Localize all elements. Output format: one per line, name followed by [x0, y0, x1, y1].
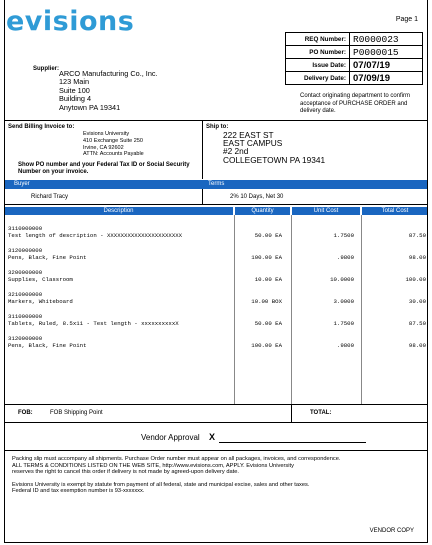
item-quantity: 10.00 BOX [251, 298, 282, 305]
terms-fine-print [12, 456, 424, 495]
divider [4, 422, 428, 423]
vendor-approval-label: Vendor Approval [141, 433, 200, 442]
item-total-cost: 87.50 [408, 320, 426, 327]
delivery-date-label: Delivery Date: [286, 72, 350, 84]
supplier-address [59, 70, 158, 112]
item-code: 3120000000 [8, 247, 43, 254]
supplier-line: ARCO Manufacturing Co., Inc. [59, 69, 158, 78]
unit-cost-column-header: Unit Cost [292, 207, 360, 215]
req-number-value: R0000023 [353, 33, 399, 45]
item-total-cost: 30.00 [408, 298, 426, 305]
item-unit-cost: 1.7500 [333, 232, 354, 239]
item-description: Test length of description - XXXXXXXXXXXXXXXXXXXXXX [8, 232, 183, 239]
divider [4, 450, 428, 451]
ship-line: 222 EAST ST [223, 130, 274, 140]
item-unit-cost: .9800 [336, 254, 354, 261]
page-number: Page 1 [395, 16, 418, 23]
divider [4, 404, 428, 405]
item-quantity: 50.00 EA [254, 232, 282, 239]
divider [202, 189, 203, 205]
item-unit-cost: .9800 [336, 342, 354, 349]
item-quantity: 100.00 EA [251, 254, 282, 261]
line-item [8, 291, 428, 306]
issue-date-label: Issue Date: [286, 59, 350, 71]
billing-label: Send Billing Invoice to: [8, 124, 75, 130]
item-quantity: 100.00 EA [251, 342, 282, 349]
ship-line: EAST CAMPUS [223, 138, 283, 149]
ship-to-address [223, 131, 325, 164]
fine-print-line: Federal ID and tax exemption number is 93-xxxxxxx. [12, 488, 145, 495]
delivery-date-row [286, 72, 422, 84]
fob-value: FOB Shipping Point [50, 410, 103, 416]
po-number-value: P0000015 [353, 46, 399, 58]
vendor-approval-mark: X [209, 432, 216, 442]
item-unit-cost: 1.7500 [333, 320, 354, 327]
request-info-box [285, 32, 423, 85]
item-code: 3200000000 [8, 269, 43, 276]
contact-note: Contact originating department to confirm acceptance of PURCHASE ORDER and delivery date. [300, 93, 411, 114]
req-number-label: REQ Number: [286, 33, 350, 45]
item-unit-cost: 10.0000 [330, 276, 354, 283]
fine-print-line: reserves the right to cancel this order if delivery is not made by agreed-upon delivery date. [12, 469, 239, 476]
item-description: Tablets, Ruled, 8.5x11 - Test length - xxxxxxxxxxX [8, 320, 179, 327]
ship-line: #2 2nd [223, 146, 249, 157]
item-description: Supplies, Classroom [8, 276, 73, 283]
buyer-header: Buyer [14, 181, 30, 187]
billing-note: Show PO number and your Federal Tax ID or Social Security Number on your invoice. [18, 162, 190, 176]
item-code: 3110000000 [8, 225, 43, 232]
item-description: Markers, Whiteboard [8, 298, 73, 305]
supplier-line: Anytown PA 19341 [59, 102, 121, 112]
fine-print-line: Packing slip must accompany all shipments. Purchase Order number must appear on all packages, invoices, and correspondence. [12, 456, 341, 462]
description-column-header: Description [4, 207, 233, 215]
buyer-terms-header [4, 180, 428, 189]
item-code: 3210000000 [8, 291, 43, 298]
total-label: TOTAL: [310, 410, 332, 416]
billing-line: Irvine, CA 92602 [83, 144, 124, 151]
supplier-line: Building 4 [59, 94, 92, 104]
evisions-logo: evisions [6, 6, 135, 37]
total-cost-column-header: Total Cost [362, 207, 428, 215]
item-total-cost: 98.00 [408, 254, 426, 261]
ship-line: COLLEGETOWN PA 19341 [223, 154, 326, 165]
delivery-date-value: 07/09/19 [353, 72, 390, 84]
req-number-row [286, 33, 422, 46]
billing-line: Evisions University [83, 131, 130, 137]
po-number-label: PO Number: [286, 46, 350, 58]
line-item [8, 225, 428, 240]
item-quantity: 10.00 EA [254, 276, 282, 283]
buyer-name: Richard Tracy [31, 194, 69, 200]
copy-label: VENDOR COPY [369, 528, 414, 534]
item-total-cost: 100.00 [405, 276, 426, 283]
ship-to-label: Ship to: [206, 124, 229, 130]
divider [291, 404, 292, 422]
supplier-label: Supplier: [33, 66, 60, 72]
line-item [8, 313, 428, 328]
item-total-cost: 87.50 [408, 232, 426, 239]
billing-address [83, 131, 144, 158]
fine-print-line: ALL TERMS & CONDITIONS LISTED ON THE WEB SITE, http://www.evisions.com, APPLY. Evisions University [12, 462, 294, 469]
column-divider [234, 215, 235, 404]
signature-line [219, 442, 366, 443]
divider [202, 120, 203, 179]
item-total-cost: 98.00 [408, 342, 426, 349]
line-item [8, 269, 428, 284]
fob-label: FOB: [18, 410, 33, 416]
divider [4, 204, 428, 205]
billing-line: ATTN: Accounts Payable [83, 151, 144, 158]
item-description: Pens, Black, Fine Point [8, 254, 87, 261]
line-item [8, 335, 428, 350]
issue-date-row [286, 59, 422, 72]
quantity-column-header: Quantity [235, 207, 290, 215]
fine-print-line: Evisions University is exempt by statute from payment of all federal, state and municipal excise, sales and other taxes. [12, 481, 310, 488]
billing-line: 410 Exchange Suite 250 [83, 137, 143, 144]
issue-date-value: 07/07/19 [353, 59, 390, 71]
item-quantity: 50.00 EA [254, 320, 282, 327]
column-divider [291, 215, 292, 404]
item-unit-cost: 3.0000 [333, 298, 354, 305]
item-description: Pens, Black, Fine Point [8, 342, 87, 349]
column-divider [361, 215, 362, 404]
item-code: 3110000000 [8, 313, 43, 320]
line-item [8, 247, 428, 262]
divider [4, 120, 428, 121]
supplier-line: Suite 100 [59, 85, 90, 95]
supplier-line: 123 Main [59, 77, 90, 87]
terms-header: Terms [208, 181, 225, 187]
item-code: 3120000000 [8, 335, 43, 342]
po-number-row [286, 46, 422, 59]
payment-terms: 2% 10 Days, Net 30 [230, 194, 284, 200]
